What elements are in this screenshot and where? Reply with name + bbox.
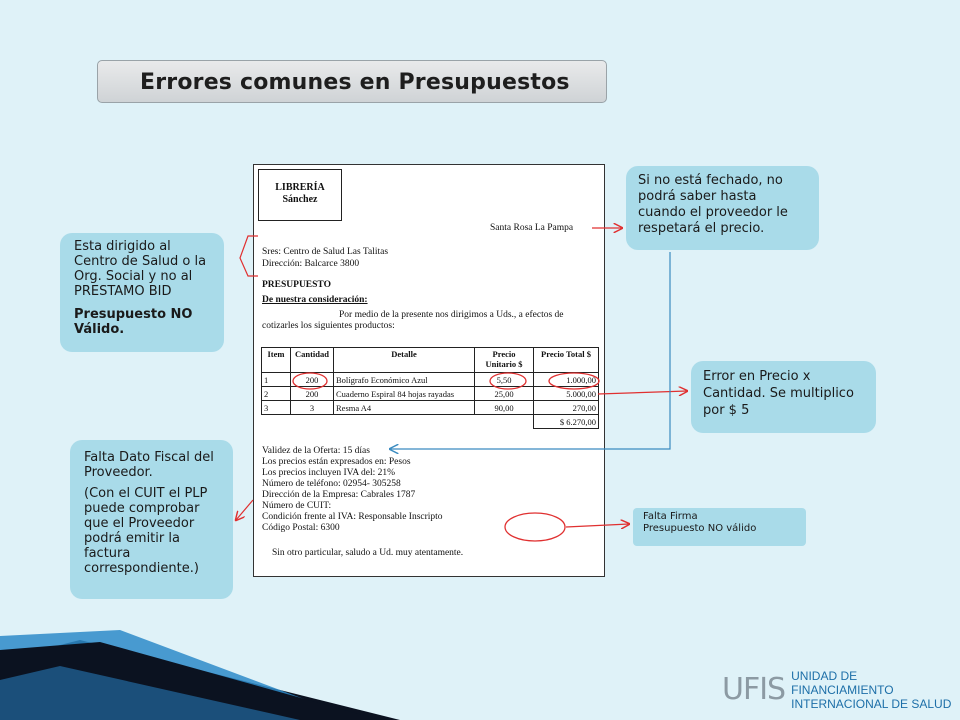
store-logo-line2: Sánchez	[282, 194, 318, 205]
validity-arrow	[390, 252, 670, 449]
cell-grand-total: $ 6.270,00	[534, 415, 599, 429]
quantity-highlight-ellipse	[293, 373, 327, 389]
cell-unit-price: 90,00	[475, 401, 534, 415]
ufis-logo-mark: UFIS	[722, 672, 786, 707]
total-price-highlight-ellipse	[549, 373, 599, 389]
cell-detail: Cuaderno Espiral 84 hojas rayadas	[334, 387, 475, 401]
doc-detail: Los precios están expresados en: Pesos	[262, 457, 411, 467]
doc-detail: Número de teléfono: 02954- 305258	[262, 479, 401, 489]
doc-heading: PRESUPUESTO	[262, 280, 331, 290]
cell-total-price: 5.000,00	[534, 387, 599, 401]
cell-unit-price: 5,50	[475, 373, 534, 387]
cell-unit-price: 25,00	[475, 387, 534, 401]
ufis-logo-line2: INTERNACIONAL DE SALUD	[791, 697, 952, 711]
cell-item: 2	[262, 387, 291, 401]
slide-title: Errores comunes en Presupuestos	[140, 70, 570, 95]
col-header-quantity: Cantidad	[291, 348, 334, 373]
cell-quantity: 200	[291, 373, 334, 387]
doc-detail: Los precios incluyen IVA del: 21%	[262, 468, 396, 478]
doc-body-line2: cotizarles los siguientes productos:	[262, 321, 395, 331]
callout-recipient-text: Esta dirigido al Centro de Salud o la Org. Social y no al PRESTAMO BID	[74, 239, 207, 299]
col-header-item: Item	[262, 348, 291, 373]
doc-recipient: Sres: Centro de Salud Las Talitas	[262, 247, 389, 257]
callout-price-error: Error en Precio x Cantidad. Se multiplico por $ 5	[691, 361, 876, 433]
doc-closing: Sin otro particular, saludo a Ud. muy atentamente.	[272, 548, 464, 558]
store-logo-line1: LIBRERÍA	[275, 182, 325, 193]
ufis-logo-line1: UNIDAD DE FINANCIAMIENTO	[791, 669, 894, 697]
doc-address: Dirección: Balcarce 3800	[262, 259, 360, 269]
cell-quantity: 200	[291, 387, 334, 401]
signature-missing-ellipse	[505, 513, 565, 541]
cell-total-price: 270,00	[534, 401, 599, 415]
cell-item: 1	[262, 373, 291, 387]
doc-place: Santa Rosa La Pampa	[490, 223, 574, 233]
col-header-detail: Detalle	[334, 348, 475, 373]
ufis-logo	[722, 669, 960, 711]
callout-fiscal-line1: Falta Dato Fiscal del Proveedor.	[84, 450, 214, 480]
doc-detail: Código Postal: 6300	[262, 523, 340, 533]
callout-fiscal-line2: (Con el CUIT el PLP puede comprobar que el Proveedor podrá emitir la factura correspondiente.)	[84, 486, 208, 576]
signature-arrow	[566, 524, 629, 527]
fiscal-arrow	[236, 500, 253, 520]
cell-detail: Resma A4	[334, 401, 475, 415]
unit-price-highlight-ellipse	[490, 373, 526, 389]
doc-detail: Condición frente al IVA: Responsable Inscripto	[262, 512, 443, 522]
callout-date-error: Si no está fechado, no podrá saber hasta cuando el proveedor le respetará el precio.	[626, 166, 819, 250]
col-header-total-price: Precio Total $	[534, 348, 599, 373]
callout-signature-line2: Presupuesto NO válido	[643, 523, 757, 534]
cell-item: 3	[262, 401, 291, 415]
cell-total-price: 1.000,00	[534, 373, 599, 387]
recipient-bracket	[240, 236, 258, 276]
doc-detail: Validez de la Oferta: 15 días	[262, 446, 370, 456]
callout-signature-line1: Falta Firma	[643, 511, 698, 522]
doc-detail: Dirección de la Empresa: Cabrales 1787	[262, 490, 416, 500]
price-arrow	[598, 391, 687, 394]
doc-greeting: De nuestra consideración:	[262, 295, 368, 305]
doc-body-line1: Por medio de la presente nos dirigimos a Uds., a efectos de	[339, 310, 564, 320]
cell-quantity: 3	[291, 401, 334, 415]
cell-detail: Bolígrafo Económico Azul	[334, 373, 475, 387]
callout-recipient-verdict: Presupuesto NO Válido.	[74, 307, 193, 337]
doc-detail: Número de CUIT:	[262, 501, 332, 511]
col-header-unit-price: Precio Unitario $	[475, 348, 534, 373]
